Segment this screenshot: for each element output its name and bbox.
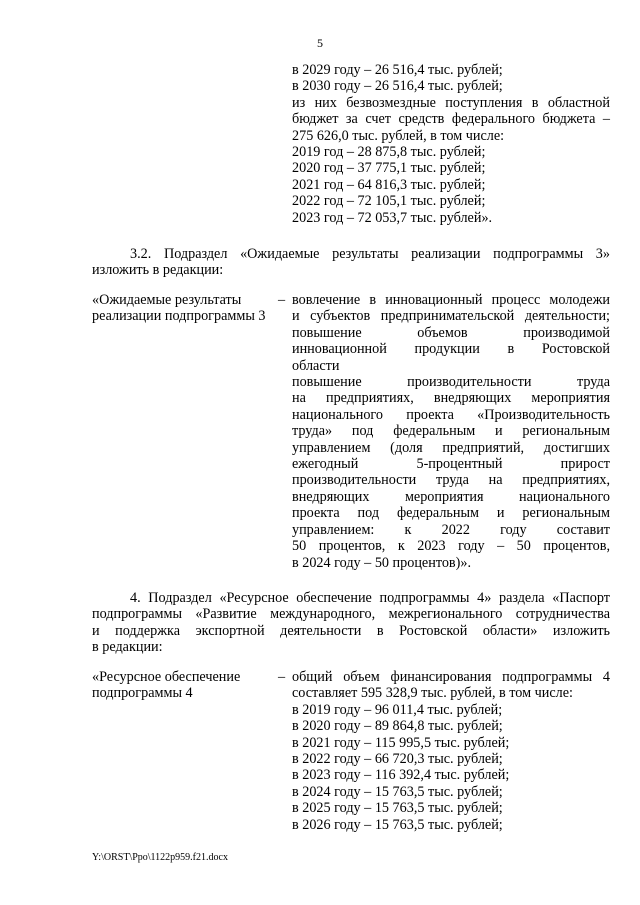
text-line: управлением (доля предприятий, достигших	[292, 439, 610, 456]
paragraph-line: 3.2. Подраздел «Ожидаемые результаты реализации подпрограммы 3»	[130, 246, 610, 262]
text-line: в 2030 году – 26 516,4 тыс. рублей;	[292, 78, 503, 95]
paragraph-line: в редакции:	[92, 639, 163, 656]
text-line: в 2029 году – 26 516,4 тыс. рублей;	[292, 62, 503, 78]
text-line: общий объем финансирования подпрограммы 4	[292, 669, 610, 685]
text-line: из них безвозмездные поступления в областной	[292, 94, 610, 111]
text-line: повышение производительности труда	[292, 374, 610, 391]
text-line: 2020 год – 37 775,1 тыс. рублей;	[292, 160, 486, 177]
text-line: и субъектов предпринимательской деятельности;	[292, 308, 610, 325]
text-line: в 2024 году – 15 763,5 тыс. рублей;	[292, 783, 503, 800]
paragraph-line: изложить в редакции:	[92, 262, 224, 279]
text-line: 2019 год – 28 875,8 тыс. рублей;	[292, 144, 486, 161]
text-line: повышение объемов производимой	[292, 324, 610, 341]
text-line: в 2025 году – 15 763,5 тыс. рублей;	[292, 800, 503, 817]
dash-separator: –	[278, 669, 286, 685]
paragraph-line: 4. Подраздел «Ресурсное обеспечение подпрограммы 4» раздела «Паспорт	[130, 590, 610, 606]
paragraph-line: и поддержка экспортной деятельности в Ростовской области» изложить	[92, 622, 610, 639]
text-line: вовлечение в инновационный процесс молодежи	[292, 292, 610, 308]
top-financing-block	[292, 62, 610, 226]
text-line: ежегодный 5-процентный прирост	[292, 456, 610, 473]
page-number: 5	[317, 36, 323, 50]
text-line: в 2024 году – 50 процентов)».	[292, 554, 471, 571]
resources-content	[292, 669, 610, 833]
results-content	[292, 292, 610, 571]
text-line: составляет 595 328,9 тыс. рублей, в том числе:	[292, 685, 573, 702]
text-line: в 2021 году – 115 995,5 тыс. рублей;	[292, 734, 510, 751]
results-label	[92, 292, 266, 325]
section-4-paragraph	[92, 590, 610, 656]
text-line: в 2023 году – 116 392,4 тыс. рублей;	[292, 767, 510, 784]
resources-label	[92, 669, 240, 702]
dash-separator: –	[278, 292, 286, 308]
text-line: в 2022 году – 66 720,3 тыс. рублей;	[292, 751, 503, 768]
text-line: бюджет за счет средств федерального бюджета –	[292, 111, 610, 128]
label-line: реализации подпрограммы 3	[92, 308, 266, 325]
text-line: в 2019 году – 96 011,4 тыс. рублей;	[292, 701, 503, 718]
text-line: 2022 год – 72 105,1 тыс. рублей;	[292, 193, 486, 210]
text-line: внедряющих мероприятия национального	[292, 488, 610, 505]
label-line: «Ресурсное обеспечение	[92, 669, 241, 685]
text-line: 2023 год – 72 053,7 тыс. рублей».	[292, 209, 493, 226]
file-path-footer: Y:\ORST\Ppo\1122p959.f21.docx	[92, 852, 228, 863]
text-line: национального проекта «Производительность	[292, 406, 610, 423]
text-line: в 2020 году – 89 864,8 тыс. рублей;	[292, 718, 503, 735]
text-line: в 2026 году – 15 763,5 тыс. рублей;	[292, 816, 503, 833]
paragraph-line: подпрограммы «Развитие международного, межрегионального сотрудничества	[92, 606, 610, 623]
text-line: инновационной продукции в Ростовской	[292, 341, 610, 358]
text-line: на предприятиях, внедряющих мероприятия	[292, 390, 610, 407]
text-line: труда» под федеральным и региональным	[292, 423, 610, 440]
text-line: 2021 год – 64 816,3 тыс. рублей;	[292, 176, 486, 193]
text-line: управлением: к 2022 году составит	[292, 521, 610, 538]
section-3-2-paragraph	[92, 246, 610, 279]
text-line: области	[292, 357, 340, 374]
label-line: подпрограммы 4	[92, 685, 193, 702]
text-line: проекта под федеральным и региональным	[292, 505, 610, 522]
label-line: «Ожидаемые результаты	[92, 292, 242, 308]
text-line: 275 626,0 тыс. рублей, в том числе:	[292, 127, 505, 144]
text-line: 50 процентов, к 2023 году – 50 процентов,	[292, 538, 610, 555]
text-line: производительности труда на предприятиях,	[292, 472, 610, 489]
